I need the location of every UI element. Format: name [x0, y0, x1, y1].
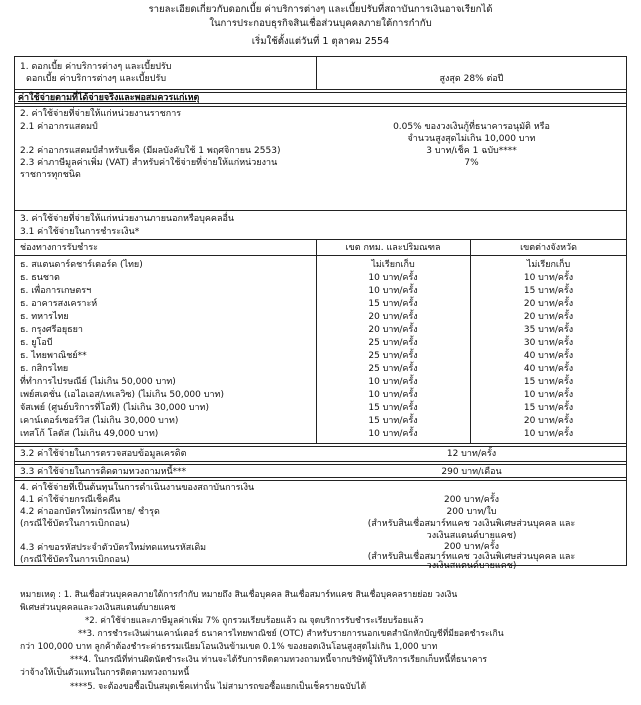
table-row-bkk: 10 บาท/ครั้ง — [368, 286, 418, 296]
table-row-bkk: ไม่เรียกเก็บ — [371, 260, 415, 270]
sec2-title: 2. ค่าใช้จ่ายที่จ่ายให้แก่หน่วยงานราชการ — [20, 109, 182, 119]
actual-expenses-heading: ค่าใช้จ่ายตามที่ได้จ่ายจริงและพอสมควรแก่เหตุ — [18, 93, 200, 103]
footnote-3: **3. การชำระเงินผ่านเคาน์เตอร์ ธนาคารไทยพาณิชย์ (OTC) สำหรับรายการนอกเขตสำนักหักบัญชีที่มียอดชำระเกิน — [78, 629, 504, 639]
col-header-bkk: เขต กทม. และปริมณฑล — [345, 243, 441, 253]
table-row-bkk: 15 บาท/ครั้ง — [368, 416, 418, 426]
table-row-bkk: 20 บาท/ครั้ง — [368, 325, 418, 335]
sec3-2-label: 3.2 ค่าใช้จ่ายในการตรวจสอบข้อมูลเครดิต — [20, 449, 187, 459]
table-row-channel: เพย์สเตชั่น (เอไอเอส/เทเลวิซ) (ไม่เกิน 50,000 บาท) — [20, 390, 224, 400]
sec4-3-value: 200 บาท/ครั้ง — [443, 542, 500, 552]
footnote-2: *2. ค่าใช้จ่ายและภาษีมูลค่าเพิ่ม 7% ถูกรวมเรียบร้อยแล้ว ณ จุดบริการรับชำระเรียบร้อยแล้ว — [85, 616, 424, 626]
table-row-channel: จัสเพย์ (ศูนย์บริการที่โอที) (ไม่เกิน 30,000 บาท) — [20, 403, 209, 413]
sec3-1-title: 3.1 ค่าใช้จ่ายในการชำระเงิน* — [20, 227, 140, 237]
divider — [14, 255, 627, 256]
sec2-1-value-2: จำนวนสูงสุดไม่เกิน 10,000 บาท — [407, 134, 536, 144]
divider — [14, 480, 627, 481]
divider — [14, 239, 627, 240]
table-row-provinces: 40 บาท/ครั้ง — [523, 364, 574, 374]
col-header-channel: ช่องทางการรับชำระ — [20, 243, 99, 253]
table-row-channel: เทสโก้ โลตัส (ไม่เกิน 49,000 บาท) — [20, 429, 159, 439]
sec4-3-label-2: (กรณีใช้บัตรในการเบิกถอน) — [20, 555, 130, 565]
table-row-provinces: 35 บาท/ครั้ง — [523, 325, 574, 335]
document-title: รายละเอียดเกี่ยวกับดอกเบี้ย ค่าบริการต่างๆ และเบี้ยปรับที่สถาบันการเงินอาจเรียกได้ — [148, 4, 493, 15]
table-row-bkk: 10 บาท/ครั้ง — [368, 273, 418, 283]
table-row-provinces: 10 บาท/ครั้ง — [523, 390, 574, 400]
divider — [14, 443, 627, 444]
sec2-3-label-2: ราชการทุกชนิด — [20, 170, 81, 180]
table-row-bkk: 10 บาท/ครั้ง — [368, 390, 418, 400]
sec2-2-label: 2.2 ค่าอากรแสตมป์สำหรับเช็ค (มีผลบังคับใช้ 1 พฤศจิกายน 2553) — [20, 146, 281, 156]
sec4-title: 4. ค่าใช้จ่ายที่เป็นต้นทุนในการดำเนินงานของสถาบันการเงิน — [20, 483, 255, 493]
sec4-2-label-2: (กรณีใช้บัตรในการเบิกถอน) — [20, 519, 130, 529]
table-row-provinces: 20 บาท/ครั้ง — [523, 416, 574, 426]
table-row-provinces: 10 บาท/ครั้ง — [523, 273, 574, 283]
table-row-provinces: 30 บาท/ครั้ง — [523, 338, 574, 348]
effective-date: เริ่มใช้ตั้งแต่วันที่ 1 ตุลาคม 2554 — [251, 36, 390, 47]
sec4-3-label: 4.3 ค่าขอรหัสประจำตัวบัตรใหม่ทดแทนรหัสเดิม — [20, 543, 207, 553]
sec2-2-value: 3 บาท/เช็ค 1 ฉบับ**** — [426, 146, 517, 156]
sec2-1-value: 0.05% ของวงเงินกู้ที่ธนาคารอนุมัติ หรือ — [393, 122, 550, 132]
table-row-bkk: 25 บาท/ครั้ง — [368, 351, 418, 361]
sec2-1-label: 2.1 ค่าอากรแสตมป์ — [20, 122, 98, 132]
divider — [14, 461, 627, 462]
sec3-3-value: 290 บาท/เดือน — [441, 467, 502, 477]
col-header-provinces: เขตต่างจังหวัด — [520, 243, 577, 253]
sec2-3-label: 2.3 ค่าภาษีมูลค่าเพิ่ม (VAT) สำหรับค่าใช้จ่ายที่จ่ายให้แก่หน่วยงาน — [20, 158, 278, 168]
table-row-bkk: 25 บาท/ครั้ง — [368, 364, 418, 374]
table-row-channel: ธ. ไทยพาณิชย์** — [20, 351, 87, 361]
footnote-4-cont: ว่าจ้างให้เป็นตัวแทนในการติดตามทวงถามหนี้ — [20, 668, 190, 678]
divider — [14, 210, 627, 211]
sec2-3-value: 7% — [464, 158, 479, 168]
table-row-provinces: 20 บาท/ครั้ง — [523, 312, 574, 322]
footnote-4: ***4. ในกรณีที่ท่านผิดนัดชำระเงิน ท่านจะได้รับการติดตามทวงถามหนี้จากบริษัทผู้ให้บริการเรียกเก็บหนี้ที่ธนาคาร — [70, 655, 488, 665]
table-row-channel: ธ. กรุงศรีอยุธยา — [20, 325, 83, 335]
table-row-channel: เคาน์เตอร์เซอร์วิส (ไม่เกิน 30,000 บาท) — [20, 416, 179, 426]
table-row-channel: ธ. กสิกรไทย — [20, 364, 69, 374]
table-row-channel: ธ. อาคารสงเคราะห์ — [20, 299, 98, 309]
footnote-5: ****5. จะต้องขอซื้อเป็นสมุดเช็คเท่านั้น ไม่สามารถขอซื้อแยกเป็นเช็ครายฉบับได้ — [70, 682, 367, 692]
divider — [14, 89, 627, 90]
sec4-2-value-3: วงเงินสแตนด์บายแคช) — [426, 531, 517, 541]
footnote-3-cont: กว่า 100,000 บาท ลูกค้าต้องชำระค่าธรรมเนียมโอนเงินข้ามเขต 0.1% ของยอดเงินโอนสูงสุดไม่เกิน 1,000 บาท — [20, 642, 438, 652]
table-row-provinces: 40 บาท/ครั้ง — [523, 351, 574, 361]
footnote-1-cont: พิเศษส่วนบุคคลและวงเงินสแตนด์บายแคช — [20, 603, 176, 613]
sec1-sublabel: ดอกเบี้ย ค่าบริการต่างๆ และเบี้ยปรับ — [26, 74, 167, 84]
sec4-3-value-3: วงเงินสแตนด์บายแคช) — [426, 561, 517, 571]
divider — [14, 464, 627, 465]
footnote-1: หมายเหตุ : 1. สินเชื่อส่วนบุคคลภายใต้การกำกับ หมายถึง สินเชื่อบุคคล สินเชื่อสมาร์ทแคช สินเชื่อบุคคลรายย่อย วงเงิน — [20, 590, 458, 600]
table-row-provinces: 15 บาท/ครั้ง — [523, 403, 574, 413]
table-row-provinces: ไม่เรียกเก็บ — [526, 260, 571, 270]
table-row-bkk: 15 บาท/ครั้ง — [368, 299, 418, 309]
table-row-channel: ธ. สแตนดาร์ดชาร์เตอร์ด (ไทย) — [20, 260, 143, 270]
table-row-bkk: 10 บาท/ครั้ง — [368, 377, 418, 387]
table-row-bkk: 20 บาท/ครั้ง — [368, 312, 418, 322]
table-row-bkk: 10 บาท/ครั้ง — [368, 429, 418, 439]
document-subtitle: ในการประกอบธุรกิจสินเชื่อส่วนบุคคลภายใต้การกำกับ — [209, 18, 432, 29]
table-row-channel: ธ. ธนชาต — [20, 273, 60, 283]
table-row-provinces: 20 บาท/ครั้ง — [523, 299, 574, 309]
divider — [14, 106, 627, 107]
sec1-value: สูงสุด 28% ต่อปี — [439, 74, 504, 84]
sec4-2-value: 200 บาท/ใบ — [446, 507, 497, 517]
sec3-2-value: 12 บาท/ครั้ง — [446, 449, 497, 459]
sec1-label: 1. ดอกเบี้ย ค่าบริการต่างๆ และเบี้ยปรับ — [20, 62, 172, 72]
table-row-provinces: 10 บาท/ครั้ง — [523, 429, 574, 439]
sec3-title: 3. ค่าใช้จ่ายที่จ่ายให้แก่หน่วยงานภายนอกหรือบุคคลอื่น — [20, 214, 235, 224]
table-row-channel: ธ. ทหารไทย — [20, 312, 69, 322]
table-row-channel: ที่ทำการไปรษณีย์ (ไม่เกิน 50,000 บาท) — [20, 377, 176, 387]
sec4-1-label: 4.1 ค่าใช้จ่ายกรณีเช็คคืน — [20, 495, 121, 505]
table-row-channel: ธ. เพื่อการเกษตรฯ — [20, 286, 92, 296]
table-row-provinces: 15 บาท/ครั้ง — [523, 286, 574, 296]
sec4-2-value-2: (สำหรับสินเชื่อสมาร์ทแคช วงเงินพิเศษส่วนบุคคล และ — [367, 519, 576, 529]
divider — [14, 446, 627, 447]
table-row-bkk: 15 บาท/ครั้ง — [368, 403, 418, 413]
sec3-3-label: 3.3 ค่าใช้จ่ายในการติดตามทวงถามหนี้*** — [20, 467, 187, 477]
sec4-1-value: 200 บาท/ครั้ง — [443, 495, 500, 505]
table-row-channel: ธ. ยูโอบี — [20, 338, 53, 348]
table-row-provinces: 15 บาท/ครั้ง — [523, 377, 574, 387]
sec4-2-label: 4.2 ค่าออกบัตรใหม่กรณีหาย/ ชำรุด — [20, 507, 160, 517]
table-row-bkk: 25 บาท/ครั้ง — [368, 338, 418, 348]
sec4-3-value-2: (สำหรับสินเชื่อสมาร์ทแคช วงเงินพิเศษส่วนบุคคล และ — [367, 552, 576, 562]
